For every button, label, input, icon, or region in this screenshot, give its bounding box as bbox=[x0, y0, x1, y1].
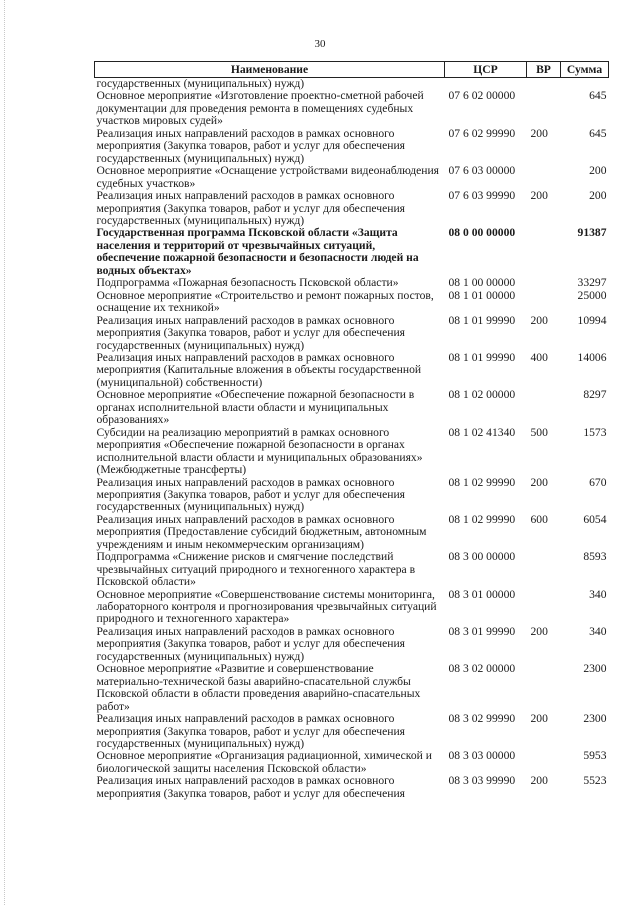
row-csr: 08 1 02 41340 bbox=[448, 425, 516, 439]
row-name: Основное мероприятие «Изготовление проектно-сметной рабочей документации для проведения ремонта в помещениях судебных участков мировых судей» bbox=[96, 89, 424, 128]
row-vr: 200 bbox=[530, 313, 548, 327]
header-vr: ВР bbox=[527, 62, 561, 78]
row-sum: 6054 bbox=[583, 512, 607, 526]
row-csr: 07 6 02 99990 bbox=[448, 126, 516, 140]
table-row bbox=[95, 190, 609, 227]
row-sum: 2300 bbox=[583, 712, 607, 726]
row-csr: 08 1 01 99990 bbox=[448, 350, 516, 364]
table-row bbox=[95, 775, 609, 800]
row-sum: 5523 bbox=[583, 774, 607, 788]
row-vr: 400 bbox=[530, 350, 548, 364]
row-csr: 07 6 03 99990 bbox=[448, 189, 516, 203]
table-row bbox=[95, 227, 609, 277]
row-name: Реализация иных направлений расходов в рамках основного мероприятия (Закупка товаров, работ и услуг для обеспечения государственных (муниципальных) нужд) bbox=[96, 126, 405, 165]
row-name: Реализация иных направлений расходов в рамках основного мероприятия (Закупка товаров, работ и услуг для обеспечения государственных (муниципальных) нужд) bbox=[96, 189, 405, 227]
table-row bbox=[95, 389, 609, 426]
row-sum: 645 bbox=[589, 89, 607, 103]
row-csr: 08 3 03 99990 bbox=[448, 774, 516, 788]
table-row bbox=[95, 589, 609, 626]
row-name: Подпрограмма «Пожарная безопасность Псковской области» bbox=[96, 276, 399, 290]
row-name: Реализация иных направлений расходов в рамках основного мероприятия (Закупка товаров, работ и услуг для обеспечения государственных (муниципальных) нужд) bbox=[96, 475, 405, 514]
row-vr bbox=[527, 551, 561, 588]
row-vr bbox=[527, 78, 561, 91]
row-sum: 8593 bbox=[583, 550, 607, 564]
row-vr bbox=[527, 589, 561, 626]
row-vr: 200 bbox=[530, 475, 548, 489]
row-vr: 200 bbox=[530, 189, 548, 203]
row-sum: 200 bbox=[589, 164, 607, 178]
row-sum: 14006 bbox=[577, 350, 607, 364]
row-name: Основное мероприятие «Совершенствование системы мониторинга, лабораторного контроля и прогнозирования чрезвычайных ситуаций природного и техногенного характера» bbox=[96, 587, 437, 626]
row-csr: 08 0 00 00000 bbox=[448, 226, 516, 240]
row-csr: 08 1 02 99990 bbox=[448, 512, 516, 526]
row-csr: 07 6 03 00000 bbox=[448, 164, 516, 178]
row-vr bbox=[527, 663, 561, 713]
row-vr: 600 bbox=[530, 512, 548, 526]
row-vr bbox=[527, 389, 561, 426]
row-csr: 08 1 01 99990 bbox=[448, 313, 516, 327]
header-sum: Сумма bbox=[561, 62, 609, 78]
row-name: государственных (муниципальных) нужд) bbox=[96, 77, 305, 90]
table-row bbox=[95, 713, 609, 750]
row-name: Основное мероприятие «Развитие и совершенствование материально-технической базы аварийно-спасательной службы Псковской области в области проведения аварийно-спасательных работ» bbox=[96, 662, 421, 713]
row-vr bbox=[527, 165, 561, 190]
row-vr bbox=[527, 90, 561, 127]
table-row bbox=[95, 626, 609, 663]
table-row bbox=[95, 315, 609, 352]
page-number: 30 bbox=[314, 38, 326, 50]
row-sum: 91387 bbox=[577, 226, 607, 240]
row-name: Государственная программа Псковской области «Защита населения и территорий от чрезвычайных ситуаций, обеспечение пожарной безопасности и безопасности людей на водных объектах» bbox=[96, 226, 419, 277]
row-csr: 08 1 01 00000 bbox=[448, 288, 516, 302]
table-row bbox=[95, 290, 609, 315]
row-vr bbox=[527, 227, 561, 277]
table-row bbox=[95, 514, 609, 551]
row-vr bbox=[527, 750, 561, 775]
row-name: Основное мероприятие «Оснащение устройствами видеонаблюдения судебных участков» bbox=[96, 164, 439, 190]
row-sum: 5953 bbox=[583, 749, 607, 763]
row-name: Основное мероприятие «Обеспечение пожарной безопасности в органах исполнительной власти области и муниципальных образованиях» bbox=[96, 388, 415, 427]
table-row bbox=[95, 663, 609, 713]
header-name: Наименование bbox=[95, 62, 445, 78]
header-csr: ЦСР bbox=[445, 62, 527, 78]
table-row bbox=[95, 90, 609, 127]
row-vr: 200 bbox=[530, 126, 548, 140]
row-sum: 25000 bbox=[577, 288, 607, 302]
row-sum: 1573 bbox=[583, 425, 607, 439]
row-sum: 8297 bbox=[583, 388, 607, 402]
row-csr: 08 3 02 00000 bbox=[448, 662, 516, 676]
table-row bbox=[95, 277, 609, 289]
row-sum: 200 bbox=[589, 189, 607, 203]
row-name: Подпрограмма «Снижение рисков и смягчение последствий чрезвычайных ситуаций природного и техногенного характера в Псковской области» bbox=[96, 550, 416, 589]
table-row bbox=[95, 750, 609, 775]
row-sum: 670 bbox=[589, 475, 607, 489]
table-row bbox=[95, 352, 609, 389]
row-name: Реализация иных направлений расходов в рамках основного мероприятия (Закупка товаров, работ и услуг для обеспечения государственных (муниципальных) нужд) bbox=[96, 313, 405, 352]
row-vr: 200 bbox=[530, 712, 548, 726]
row-name: Субсидии на реализацию мероприятий в рамках основного мероприятия «Обеспечение пожарной безопасности в органах исполнительной власти области и муниципальных образованиях» (Межбюджетные трансферты) bbox=[96, 425, 423, 477]
row-sum: 340 bbox=[589, 624, 607, 638]
row-name: Реализация иных направлений расходов в рамках основного мероприятия (Закупка товаров, работ и услуг для обеспечения bbox=[96, 774, 405, 800]
row-csr: 08 3 01 00000 bbox=[448, 587, 516, 601]
table-row bbox=[95, 128, 609, 165]
row-name: Реализация иных направлений расходов в рамках основного мероприятия (Закупка товаров, работ и услуг для обеспечения государственных (муниципальных) нужд) bbox=[96, 624, 405, 663]
row-csr: 08 1 02 99990 bbox=[448, 475, 516, 489]
row-name: Основное мероприятие «Организация радиационной, химической и биологической защиты населения Псковской области» bbox=[96, 749, 432, 775]
row-csr: 08 3 00 00000 bbox=[448, 550, 516, 564]
table-row bbox=[95, 427, 609, 477]
table-row bbox=[95, 165, 609, 190]
row-vr bbox=[527, 277, 561, 289]
row-name: Основное мероприятие «Строительство и ремонт пожарных постов, оснащение их техникой» bbox=[96, 288, 434, 315]
table-header-row bbox=[95, 62, 609, 78]
row-vr: 500 bbox=[530, 425, 548, 439]
row-csr: 08 3 01 99990 bbox=[448, 624, 516, 638]
table-row bbox=[95, 477, 609, 514]
table-body bbox=[95, 78, 609, 801]
row-csr: 08 1 00 00000 bbox=[448, 276, 516, 290]
scan-edge-marks bbox=[4, 0, 6, 905]
row-csr: 08 3 02 99990 bbox=[448, 712, 516, 726]
budget-table bbox=[94, 61, 609, 800]
row-sum: 10994 bbox=[577, 313, 607, 327]
row-vr: 200 bbox=[530, 774, 548, 788]
row-name: Реализация иных направлений расходов в рамках основного мероприятия (Закупка товаров, работ и услуг для обеспечения государственных (муниципальных) нужд) bbox=[96, 712, 405, 751]
row-vr bbox=[527, 290, 561, 315]
row-name: Реализация иных направлений расходов в рамках основного мероприятия (Капитальные вложения в объекты государственной (муниципальной) собственности) bbox=[96, 350, 422, 389]
row-sum: 340 bbox=[589, 587, 607, 601]
row-name: Реализация иных направлений расходов в рамках основного мероприятия (Предоставление субсидий бюджетным, автономным учреждениям и иным некоммерческим организациям) bbox=[96, 512, 427, 551]
row-sum: 2300 bbox=[583, 662, 607, 676]
row-csr: 08 1 02 00000 bbox=[448, 388, 516, 402]
row-csr: 08 3 03 00000 bbox=[448, 749, 516, 763]
row-csr: 07 6 02 00000 bbox=[448, 89, 516, 103]
row-vr: 200 bbox=[530, 624, 548, 638]
table-row bbox=[95, 551, 609, 588]
row-sum: 33297 bbox=[577, 276, 607, 290]
row-sum: 645 bbox=[589, 126, 607, 140]
